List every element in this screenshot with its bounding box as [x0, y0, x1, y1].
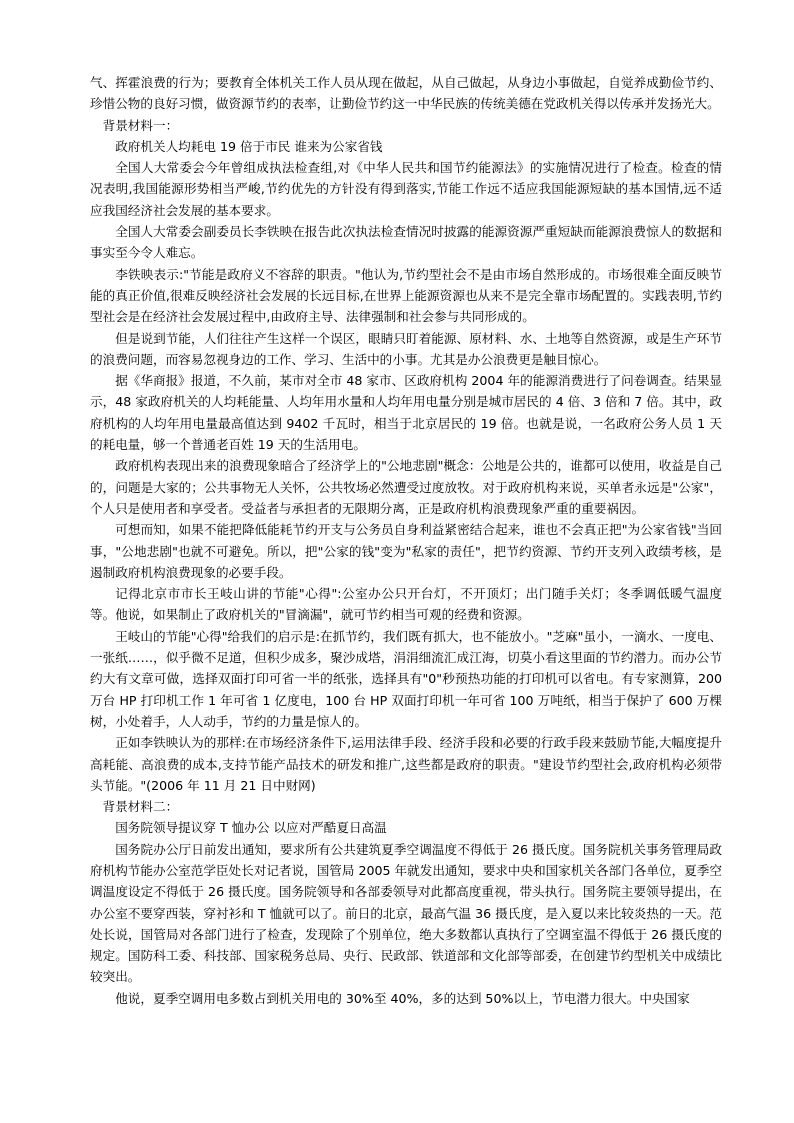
article-title-2: 国务院领导提议穿 T 恤办公 以应对严酷夏日高温 [115, 820, 387, 836]
paragraph: 但是说到节能，人们往往产生这样一个误区，眼睛只盯着能源、原材料、水、土地等自然资源，或是生产环节的浪费问题，而容易忽视身边的工作、学习、生活中的小事。尤其是办公浪费更是触目惊心。 [90, 330, 722, 367]
paragraph: 国务院办公厅日前发出通知，要求所有公共建筑夏季空调温度不得低于 26 摄氏度。国务院机关事务管理局政府机构节能办公室范学臣处长对记者说，国管局 2005 年就发出通知，要求中央和国家机关各部门各单位，夏季空调温度设定不得低于 26 摄氏度。国务院领导和各部委领导对此都高度重视，带头执行。国务院主要领导提出，在办公室不要穿西装，穿衬衫和 T 恤就可以了。前日的北京，最高气温 36 摄氏度，是入夏以来比较炎热的一天。范处长说，国管局对各部门进行了检查，发现除了个别单位，绝大多数都认真执行了空调室温不得低于 26 摄氏度的规定。国防科工委、科技部、国家税务总局、央行、民政部、铁道部和文化部等部委，在创建节约型机关中成绩比较突出。 [90, 841, 722, 985]
document-page [90, 72, 722, 1009]
paragraph: 王岐山的节能"心得"给我们的启示是:在抓节约，我们既有抓大，也不能放小。"芝麻"虽小，一滴水、一度电、一张纸……，似乎微不足道，但积少成多，聚沙成塔，涓涓细流汇成江海，切莫小看这里面的节约潜力。而办公节约大有文章可做，选择双面打印可省一半的纸张，选择具有"0"秒预热功能的打印机可以省电。有专家测算，200 万台 HP 打印机工作 1 年可省 1 亿度电，100 台 HP 双面打印机一年可省 100 万吨纸，相当于保护了 600 万棵树，小处着手，人人动手，节约的力量是惊人的。 [90, 628, 722, 729]
paragraph: 据《华商报》报道，不久前，某市对全市 48 家市、区政府机构 2004 年的能源消费进行了问卷调查。结果显示，48 家政府机关的人均耗能量、人均年用水量和人均年用电量分别是城市居民的 4 倍、3 倍和 7 倍。其中，政府机构的人均年用电量最高值达到 9402 千瓦时，相当于北京居民的 19 倍。也就是说，一名政府公务人员 1 天的耗电量，够一个普通老百姓 19 天的生活用电。 [90, 373, 722, 453]
paragraph: 政府机构表现出来的浪费现象暗合了经济学上的"公地悲剧"概念：公地是公共的，谁都可以使用，收益是自己的，问题是大家的；公共事物无人关怀，公共牧场必然遭受过度放牧。对于政府机构来说，买单者永远是"公家"，个人只是使用者和享受者。受益者与承担者的无限期分离，正是政府机构浪费现象严重的重要祸因。 [90, 458, 722, 516]
section-heading-material-1: 背景材料一： [102, 117, 179, 133]
paragraph: 可想而知，如果不能把降低能耗节约开支与公务员自身利益紧密结合起来，谁也不会真正把"为公家省钱"当回事，"公地悲剧"也就不可避免。所以，把"公家的钱"变为"私家的责任"，把节约资源、节约开支列入政绩考核，是遏制政府机构浪费现象的必要手段。 [90, 522, 722, 580]
article-title-1: 政府机关人均耗电 19 倍于市民 谁来为公家省钱 [115, 138, 383, 154]
paragraph-intro: 气、挥霍浪费的行为；要教育全体机关工作人员从现在做起，从自己做起，从身边小事做起，自觉养成勤俭节约、珍惜公物的良好习惯，做资源节约的表率，让勤俭节约这一中华民族的传统美德在党政机关得以传承并发扬光大。 [90, 75, 722, 112]
paragraph: 全国人大常委会副委员长李铁映在报告此次执法检查情况时披露的能源资源严重短缺而能源浪费惊人的数据和事实至今令人难忘。 [90, 224, 722, 261]
paragraph: 正如李铁映认为的那样:在市场经济条件下,运用法律手段、经济手段和必要的行政手段来鼓励节能,大幅度提升高耗能、高浪费的成本,支持节能产品技术的研发和推广,这些都是政府的职责。"建设节约型社会,政府机构必须带头节能。"(2006 年 11 月 21 日中财网) [90, 735, 722, 793]
section-heading-material-2: 背景材料二： [102, 799, 179, 815]
paragraph: 他说，夏季空调用电多数占到机关用电的 30%至 40%，多的达到 50%以上，节电潜力很大。中央国家 [115, 990, 690, 1006]
paragraph: 全国人大常委会今年曾组成执法检查组,对《中华人民共和国节约能源法》的实施情况进行了检查。检查的情况表明,我国能源形势相当严峻,节约优先的方针没有得到落实,节能工作远不适应我国能源短缺的基本国情,远不适应我国经济社会发展的基本要求。 [90, 160, 722, 218]
paragraph: 记得北京市市长王岐山讲的节能"心得":公室办公只开台灯，不开顶灯；出门随手关灯；冬季调低暖气温度等。他说，如果制止了政府机关的"冒滴漏"，就可节约相当可观的经费和资源。 [90, 586, 722, 623]
paragraph: 李铁映表示:"节能是政府义不容辞的职责。"他认为,节约型社会不是由市场自然形成的。市场很难全面反映节能的真正价值,很难反映经济社会发展的长远目标,在世界上能源资源也从来不是完全靠市场配置的。实践表明,节约型社会是在经济社会发展过程中,由政府主导、法律强制和社会参与共同形成的。 [90, 266, 722, 325]
